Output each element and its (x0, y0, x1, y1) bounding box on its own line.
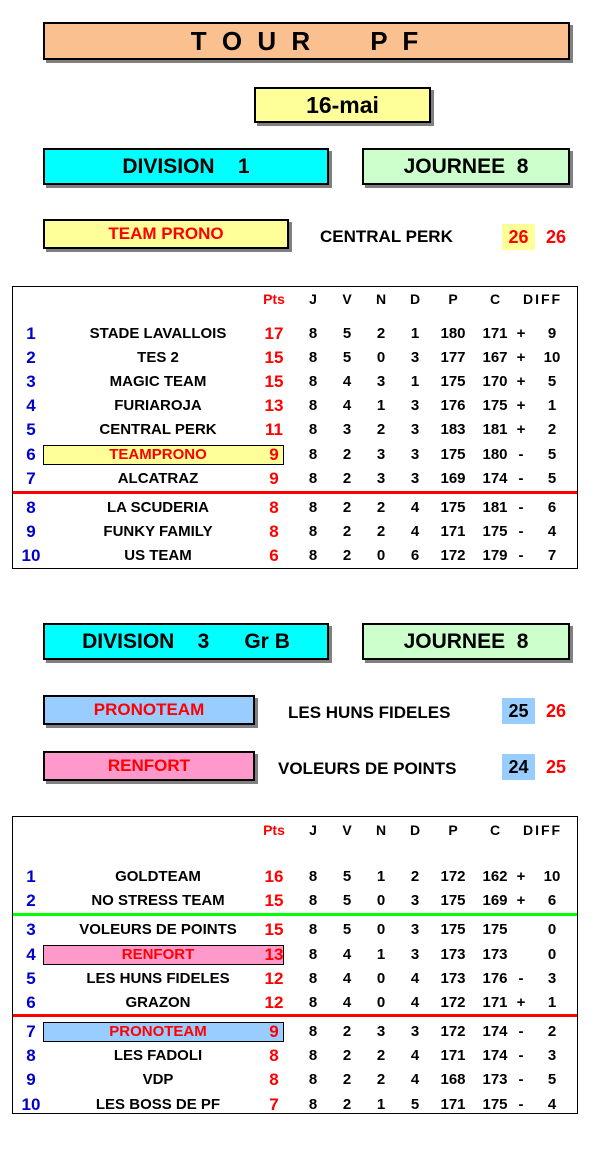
diff-sign-cell: + (516, 373, 526, 390)
diff-value-cell: 0 (547, 946, 557, 963)
points-against-cell: 167 (482, 349, 508, 366)
header-d: D (409, 291, 421, 307)
wins-cell: 2 (342, 1071, 352, 1088)
points-for-cell: 172 (440, 1023, 466, 1040)
header-p: P (448, 822, 458, 838)
points-for-cell: 175 (440, 446, 466, 463)
rank-cell: 1 (26, 324, 36, 343)
table-row (13, 370, 577, 394)
losses-cell: 3 (410, 892, 420, 909)
rank-cell: 8 (26, 1046, 36, 1065)
diff-value-cell: 4 (547, 523, 557, 540)
played-cell: 8 (308, 470, 318, 487)
losses-cell: 6 (410, 547, 420, 564)
rank-cell: 8 (26, 498, 36, 517)
diff-value-cell: 5 (547, 373, 557, 390)
header-d: D (409, 822, 421, 838)
diff-value-cell: 3 (547, 970, 557, 987)
rank-cell: 4 (26, 945, 36, 964)
draws-cell: 0 (376, 349, 386, 366)
played-cell: 8 (308, 421, 318, 438)
rank-cell: 5 (26, 969, 36, 988)
diff-sign-cell: + (516, 994, 526, 1011)
draws-cell: 0 (376, 921, 386, 938)
played-cell: 8 (308, 994, 318, 1011)
rank-cell: 6 (26, 445, 36, 464)
diff-sign-cell: - (518, 446, 524, 463)
team-name-cell: RENFORT (121, 946, 195, 963)
header-j: J (309, 291, 317, 307)
diff-value-cell: 9 (547, 325, 557, 342)
points-against-cell: 174 (482, 1023, 508, 1040)
header-c: C (489, 291, 501, 307)
played-cell: 8 (308, 946, 318, 963)
points-for-cell: 172 (440, 868, 466, 885)
table-row (13, 889, 577, 913)
diff-sign-cell: - (518, 1047, 524, 1064)
draws-cell: 1 (376, 868, 386, 885)
wins-cell: 5 (342, 868, 352, 885)
team-name-cell: NO STRESS TEAM (91, 892, 225, 909)
diff-value-cell: 7 (547, 547, 557, 564)
score3b-own (502, 754, 535, 780)
points-for-cell: 173 (440, 970, 466, 987)
losses-cell: 3 (410, 1023, 420, 1040)
team-name-cell: US TEAM (124, 547, 192, 564)
diff-sign-cell: + (516, 397, 526, 414)
standings-table-div3 (12, 816, 578, 1114)
diff-sign-cell: - (518, 523, 524, 540)
losses-cell: 1 (410, 373, 420, 390)
points-cell: 8 (269, 1070, 279, 1089)
points-for-cell: 172 (440, 547, 466, 564)
score3b-own-value: 24 (508, 757, 529, 777)
team-name-cell: LA SCUDERIA (107, 499, 209, 516)
diff-value-cell: 4 (547, 1096, 557, 1113)
points-against-cell: 181 (482, 421, 508, 438)
diff-sign-cell: - (518, 1023, 524, 1040)
journee3-box (362, 623, 570, 660)
points-cell: 7 (269, 1095, 279, 1114)
score3b-opp: 25 (546, 757, 567, 777)
team-name-cell: STADE LAVALLOIS (89, 325, 227, 342)
team-prono-label: TEAM PRONO (108, 224, 224, 243)
diff-value-cell: 5 (547, 470, 557, 487)
points-for-cell: 176 (440, 397, 466, 414)
draws-cell: 2 (376, 523, 386, 540)
draws-cell: 1 (376, 1096, 386, 1113)
header-j: J (309, 822, 317, 838)
table-header (13, 820, 577, 840)
points-for-cell: 172 (440, 994, 466, 1011)
journee3-label: JOURNEE 8 (403, 629, 529, 653)
points-cell: 12 (264, 969, 284, 988)
draws-cell: 2 (376, 499, 386, 516)
draws-cell: 1 (376, 946, 386, 963)
opponent3a-label: LES HUNS FIDELES (288, 703, 451, 722)
points-cell: 15 (264, 348, 284, 367)
diff-sign-cell: + (516, 892, 526, 909)
losses-cell: 4 (410, 499, 420, 516)
losses-cell: 3 (410, 397, 420, 414)
diff-sign-cell: - (518, 547, 524, 564)
team-name-cell: FUNKY FAMILY (103, 523, 213, 540)
table-row (13, 418, 577, 442)
points-against-cell: 173 (482, 946, 508, 963)
diff-sign-cell: - (518, 1096, 524, 1113)
header-pts: Pts (263, 291, 285, 307)
diff-value-cell: 6 (547, 499, 557, 516)
points-against-cell: 181 (482, 499, 508, 516)
relegation-line (13, 491, 577, 494)
played-cell: 8 (308, 523, 318, 540)
diff-sign-cell: + (516, 349, 526, 366)
journee1-box (362, 148, 570, 185)
losses-cell: 4 (410, 523, 420, 540)
table-row (13, 1044, 577, 1068)
points-cell: 13 (264, 396, 284, 415)
draws-cell: 1 (376, 397, 386, 414)
played-cell: 8 (308, 499, 318, 516)
diff-value-cell: 6 (547, 892, 557, 909)
points-for-cell: 180 (440, 325, 466, 342)
points-cell: 9 (269, 1022, 279, 1041)
losses-cell: 4 (410, 970, 420, 987)
table-row (13, 394, 577, 418)
played-cell: 8 (308, 868, 318, 885)
points-cell: 8 (269, 498, 279, 517)
played-cell: 8 (308, 892, 318, 909)
score3a-own-value: 25 (508, 701, 529, 721)
table-row (13, 918, 577, 942)
draws-cell: 2 (376, 1071, 386, 1088)
diff-value-cell: 1 (547, 994, 557, 1011)
draws-cell: 3 (376, 470, 386, 487)
team-name-cell: VOLEURS DE POINTS (79, 921, 237, 938)
played-cell: 8 (308, 921, 318, 938)
table-header (13, 289, 577, 309)
points-cell: 15 (264, 891, 284, 910)
diff-sign-cell: + (516, 325, 526, 342)
division1-label: DIVISION 1 (122, 154, 250, 178)
rank-cell: 9 (26, 1070, 36, 1089)
losses-cell: 4 (410, 994, 420, 1011)
renfort-box (43, 751, 255, 781)
division3-label: DIVISION 3 Gr B (82, 629, 290, 653)
promotion-line (13, 913, 577, 916)
team-name-cell: VDP (142, 1071, 174, 1088)
points-against-cell: 171 (482, 325, 508, 342)
diff-value-cell: 10 (543, 868, 561, 885)
points-cell: 9 (269, 445, 279, 464)
date-box (254, 87, 431, 123)
team-name-cell: FURIAROJA (114, 397, 202, 414)
points-against-cell: 175 (482, 1096, 508, 1113)
points-against-cell: 171 (482, 994, 508, 1011)
played-cell: 8 (308, 446, 318, 463)
wins-cell: 2 (342, 547, 352, 564)
diff-value-cell: 3 (547, 1047, 557, 1064)
rank-cell: 6 (26, 993, 36, 1012)
points-cell: 15 (264, 920, 284, 939)
draws-cell: 2 (376, 1047, 386, 1064)
draws-cell: 0 (376, 994, 386, 1011)
team-prono-box (43, 219, 289, 249)
wins-cell: 4 (342, 970, 352, 987)
draws-cell: 2 (376, 325, 386, 342)
played-cell: 8 (308, 547, 318, 564)
points-for-cell: 175 (440, 921, 466, 938)
wins-cell: 2 (342, 470, 352, 487)
points-against-cell: 175 (482, 523, 508, 540)
points-cell: 17 (264, 324, 284, 343)
points-for-cell: 171 (440, 1096, 466, 1113)
wins-cell: 5 (342, 892, 352, 909)
diff-sign-cell: - (518, 470, 524, 487)
team-name-cell: LES BOSS DE PF (95, 1096, 221, 1113)
draws-cell: 2 (376, 421, 386, 438)
division3-box (43, 623, 329, 660)
points-for-cell: 169 (440, 470, 466, 487)
points-for-cell: 171 (440, 523, 466, 540)
page-title: T O U R P F (190, 25, 423, 56)
points-against-cell: 175 (482, 397, 508, 414)
diff-sign-cell: + (516, 421, 526, 438)
losses-cell: 3 (410, 946, 420, 963)
wins-cell: 4 (342, 397, 352, 414)
table-row (13, 496, 577, 520)
diff-sign-cell: - (518, 499, 524, 516)
renfort-label: RENFORT (107, 756, 191, 775)
table-row (13, 346, 577, 370)
wins-cell: 2 (342, 523, 352, 540)
losses-cell: 5 (410, 1096, 420, 1113)
rank-cell: 9 (26, 522, 36, 541)
header-v: V (342, 822, 352, 838)
played-cell: 8 (308, 1023, 318, 1040)
points-against-cell: 173 (482, 1071, 508, 1088)
division1-box (43, 148, 329, 185)
losses-cell: 3 (410, 421, 420, 438)
points-cell: 16 (264, 867, 284, 886)
journee1-label: JOURNEE 8 (403, 154, 529, 178)
played-cell: 8 (308, 373, 318, 390)
wins-cell: 2 (342, 499, 352, 516)
title-banner (43, 22, 570, 60)
team-name-cell: GRAZON (125, 994, 191, 1011)
points-cell: 13 (264, 945, 284, 964)
pronoteam-box (43, 695, 255, 725)
points-for-cell: 175 (440, 892, 466, 909)
table-row (13, 443, 577, 467)
draws-cell: 0 (376, 970, 386, 987)
diff-sign-cell: - (518, 1071, 524, 1088)
team-name-cell: LES FADOLI (113, 1047, 203, 1064)
table-row (13, 967, 577, 991)
points-for-cell: 183 (440, 421, 466, 438)
points-cell: 12 (264, 993, 284, 1012)
diff-value-cell: 10 (543, 349, 561, 366)
score1-own (502, 224, 535, 250)
rank-cell: 7 (26, 469, 36, 488)
rank-cell: 5 (26, 420, 36, 439)
rank-cell: 7 (26, 1022, 36, 1041)
table-row (13, 1093, 577, 1117)
team-name-cell: PRONOTEAM (109, 1023, 207, 1040)
diff-value-cell: 1 (547, 397, 557, 414)
table-row (13, 520, 577, 544)
losses-cell: 3 (410, 470, 420, 487)
played-cell: 8 (308, 1071, 318, 1088)
points-against-cell: 170 (482, 373, 508, 390)
points-against-cell: 162 (482, 868, 508, 885)
pronoteam-label: PRONOTEAM (93, 700, 205, 719)
score1-own-value: 26 (508, 227, 529, 247)
losses-cell: 4 (410, 1047, 420, 1064)
diff-sign-cell: - (518, 970, 524, 987)
points-against-cell: 169 (482, 892, 508, 909)
diff-sign-cell: + (516, 868, 526, 885)
wins-cell: 5 (342, 921, 352, 938)
draws-cell: 0 (376, 547, 386, 564)
opponent3b-label: VOLEURS DE POINTS (278, 759, 457, 778)
points-cell: 15 (264, 372, 284, 391)
header-pts: Pts (263, 822, 285, 838)
opponent1-label: CENTRAL PERK (320, 227, 453, 246)
diff-value-cell: 0 (547, 921, 557, 938)
played-cell: 8 (308, 1047, 318, 1064)
rank-cell: 3 (26, 372, 36, 391)
losses-cell: 1 (410, 325, 420, 342)
table-row (13, 943, 577, 967)
date-label: 16-mai (306, 91, 379, 118)
table-row (13, 322, 577, 346)
diff-value-cell: 5 (547, 446, 557, 463)
points-against-cell: 180 (482, 446, 508, 463)
table-row (13, 865, 577, 889)
points-against-cell: 174 (482, 1047, 508, 1064)
points-cell: 8 (269, 1046, 279, 1065)
played-cell: 8 (308, 325, 318, 342)
points-for-cell: 171 (440, 1047, 466, 1064)
losses-cell: 3 (410, 921, 420, 938)
played-cell: 8 (308, 349, 318, 366)
table-row (13, 1020, 577, 1044)
points-cell: 9 (269, 469, 279, 488)
draws-cell: 0 (376, 892, 386, 909)
wins-cell: 4 (342, 373, 352, 390)
played-cell: 8 (308, 397, 318, 414)
points-against-cell: 175 (482, 921, 508, 938)
points-cell: 8 (269, 522, 279, 541)
team-name-cell: MAGIC TEAM (109, 373, 207, 390)
draws-cell: 3 (376, 373, 386, 390)
points-for-cell: 173 (440, 946, 466, 963)
diff-value-cell: 2 (547, 1023, 557, 1040)
team-name-cell: LES HUNS FIDELES (86, 970, 230, 987)
diff-value-cell: 5 (547, 1071, 557, 1088)
table-row (13, 1068, 577, 1092)
losses-cell: 4 (410, 1071, 420, 1088)
played-cell: 8 (308, 1096, 318, 1113)
table-row (13, 991, 577, 1015)
team-name-cell: GOLDTEAM (115, 868, 201, 885)
draws-cell: 3 (376, 446, 386, 463)
rank-cell: 3 (26, 920, 36, 939)
rank-cell: 2 (26, 348, 36, 367)
rank-cell: 10 (21, 546, 41, 565)
losses-cell: 3 (410, 349, 420, 366)
score3a-opp: 26 (546, 701, 567, 721)
wins-cell: 2 (342, 1023, 352, 1040)
played-cell: 8 (308, 970, 318, 987)
header-v: V (342, 291, 352, 307)
table-row (13, 544, 577, 568)
points-cell: 11 (265, 420, 283, 439)
points-for-cell: 168 (440, 1071, 466, 1088)
points-for-cell: 177 (440, 349, 466, 366)
standings-table-div1 (12, 286, 578, 569)
score3a-own (502, 698, 535, 724)
points-against-cell: 174 (482, 470, 508, 487)
team-name-cell: ALCATRAZ (117, 470, 199, 487)
header-diff: DIFF (523, 291, 563, 307)
wins-cell: 5 (342, 325, 352, 342)
wins-cell: 4 (342, 946, 352, 963)
team-name-cell: TEAMPRONO (109, 446, 207, 463)
wins-cell: 2 (342, 446, 352, 463)
score1-opp: 26 (546, 227, 567, 247)
rank-cell: 1 (26, 867, 36, 886)
wins-cell: 4 (342, 994, 352, 1011)
wins-cell: 3 (342, 421, 352, 438)
header-c: C (489, 822, 501, 838)
draws-cell: 3 (376, 1023, 386, 1040)
points-cell: 6 (269, 546, 279, 565)
losses-cell: 3 (410, 446, 420, 463)
wins-cell: 2 (342, 1047, 352, 1064)
rank-cell: 10 (21, 1095, 41, 1114)
header-p: P (448, 291, 458, 307)
header-n: N (375, 822, 387, 838)
rank-cell: 2 (26, 891, 36, 910)
header-diff: DIFF (523, 822, 563, 838)
points-for-cell: 175 (440, 499, 466, 516)
wins-cell: 2 (342, 1096, 352, 1113)
diff-value-cell: 2 (547, 421, 557, 438)
points-for-cell: 175 (440, 373, 466, 390)
team-name-cell: CENTRAL PERK (99, 421, 217, 438)
points-against-cell: 179 (482, 547, 508, 564)
losses-cell: 2 (410, 868, 420, 885)
team-name-cell: TES 2 (137, 349, 179, 366)
wins-cell: 5 (342, 349, 352, 366)
points-against-cell: 176 (482, 970, 508, 987)
rank-cell: 4 (26, 396, 36, 415)
header-n: N (375, 291, 387, 307)
table-row (13, 467, 577, 491)
